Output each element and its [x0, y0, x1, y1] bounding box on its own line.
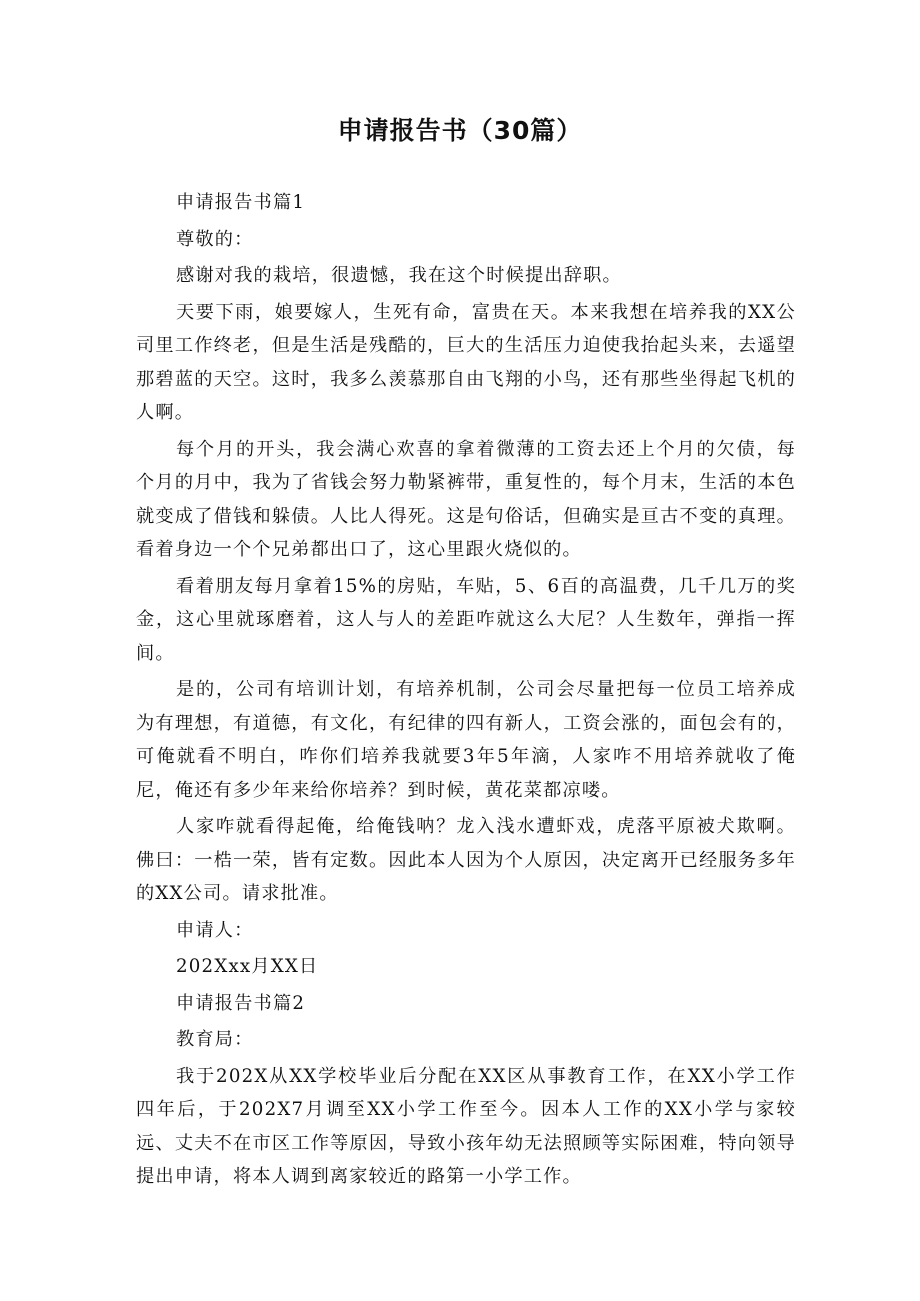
- paragraph: 每个月的开头，我会满心欢喜的拿着微薄的工资去还上个月的欠债，每个月的月中，我为了省钱会努力勒紧裤带，重复性的，每个月末，生活的本色就变成了借钱和躲债。人比人得死。这是句俗话，但确实是亘古不变的真理。看着身边一个个兄弟都出口了，这心里跟火烧似的。: [136, 438, 796, 560]
- paragraph: 我于202X从XX学校毕业后分配在XX区从事教育工作，在XX小学工作四年后，于202X7月调至XX小学工作至今。因本人工作的XX小学与家较远、丈夫不在市区工作等原因，导致小孩年幼无法照顾等实际困难，特向领导提出申请，将本人调到离家较近的路第一小学工作。: [136, 1065, 796, 1187]
- section-heading-2: 申请报告书篇2: [176, 992, 306, 1014]
- paragraph: 看着朋友每月拿着15%的房贴，车贴，5、6百的高温费，几千几万的奖金，这心里就琢磨着，这人与人的差距咋就这么大尼？人生数年，弹指一挥间。: [136, 575, 796, 664]
- applicant-label: 申请人：: [176, 919, 254, 941]
- date-line: 202Xxx月XX日: [176, 956, 319, 977]
- document-body: [136, 186, 796, 1194]
- section-heading-1: 申请报告书篇1: [176, 192, 306, 213]
- paragraph: 天要下雨，娘要嫁人，生死有命，富贵在天。本来我想在培养我的XX公司里工作终老，但是生活是残酷的，巨大的生活压力迫使我抬起头来，去遥望那碧蓝的天空。这时，我多么羡慕那自由飞翔的小鸟，还有那些坐得起飞机的人啊。: [136, 301, 796, 423]
- paragraph: 是的，公司有培训计划，有培养机制，公司会尽量把每一位员工培养成为有理想，有道德，有文化，有纪律的四有新人，工资会涨的，面包会有的，可俺就看不明白，咋你们培养我就要3年5年滴，人家咋不用培养就收了俺尼，俺还有多少年来给你培养？到时候，黄花菜都凉喽。: [136, 679, 796, 801]
- paragraph: 感谢对我的栽培，很遗憾，我在这个时候提出辞职。: [176, 265, 622, 286]
- addressee: 教育局：: [176, 1029, 254, 1050]
- document-title: 申请报告书（30篇）: [337, 116, 583, 145]
- paragraph: 人家咋就看得起俺，给俺钱呐？龙入浅水遭虾戏，虎落平原被犬欺啊。佛曰：一梏一荣，皆有定数。因此本人因为个人原因，决定离开已经服务多年的XX公司。请求批准。: [136, 816, 796, 904]
- salutation: 尊敬的：: [176, 228, 254, 250]
